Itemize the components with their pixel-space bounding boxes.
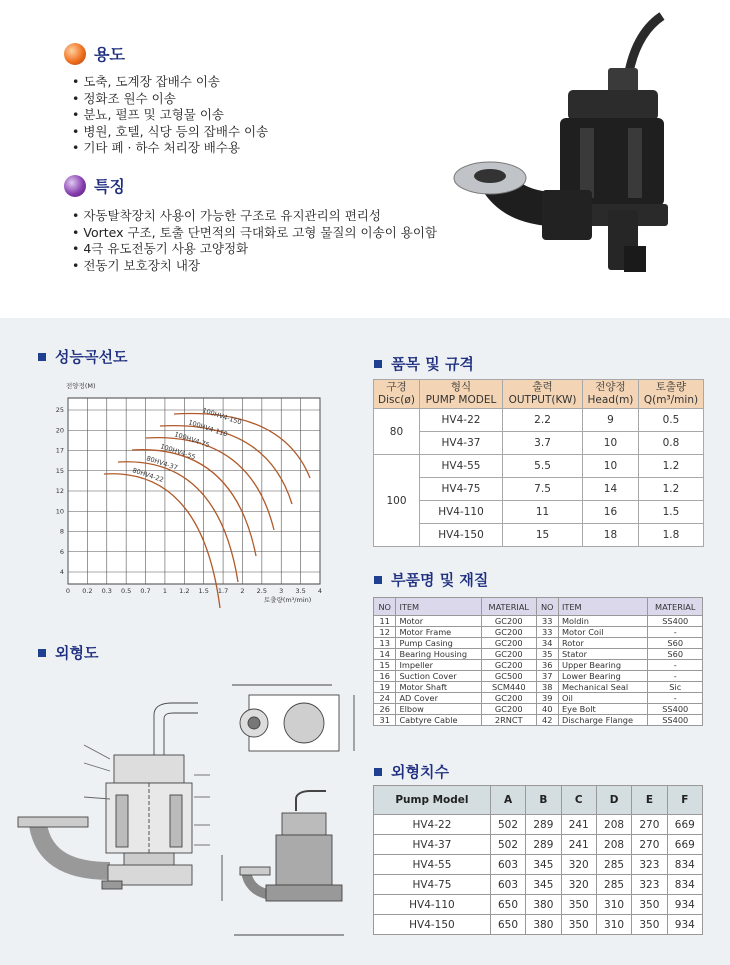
spec-header — [583, 380, 639, 409]
disc-cell: 100 — [374, 455, 420, 547]
y-tick-label: 17 — [55, 446, 64, 455]
parts-cell: Moldin — [558, 616, 648, 627]
list-item: • Vortex 구조, 토출 단면적의 극대화로 고형 물질의 이송이 용이함 — [72, 225, 437, 242]
x-tick-label: 2 — [240, 587, 245, 595]
spec-cell: 9 — [583, 409, 639, 432]
table-row — [374, 409, 704, 432]
table-row — [374, 455, 704, 478]
parts-cell: GC200 — [482, 616, 536, 627]
x-tick-label: 3.5 — [295, 587, 306, 595]
spec-cell: 0.8 — [638, 432, 703, 455]
list-item: • 자동탈착장치 사용이 가능한 구조로 유지관리의 편리성 — [72, 208, 437, 225]
square-bullet-icon — [374, 768, 382, 776]
spec-cell: HV4-150 — [419, 524, 502, 547]
dims-cell: 934 — [667, 915, 702, 935]
spec-header-top: 구경 — [386, 381, 407, 393]
parts-cell: AD Cover — [396, 693, 482, 704]
table-row — [374, 638, 703, 649]
curve-label: 80HV4-22 — [131, 466, 165, 484]
parts-cell: SCM440 — [482, 682, 536, 693]
parts-cell: - — [648, 671, 703, 682]
spec-header-bottom: PUMP MODEL — [425, 394, 497, 406]
dims-cell: 350 — [561, 915, 596, 935]
features-title: 특징 — [94, 177, 125, 196]
parts-cell: Mechanical Seal — [558, 682, 648, 693]
curve-label: 100HV4-55 — [159, 442, 197, 462]
table-row — [374, 895, 703, 915]
parts-cell: SS400 — [648, 616, 703, 627]
spec-cell: 16 — [583, 501, 639, 524]
dims-cell: 650 — [490, 895, 525, 915]
parts-cell: Stator — [558, 649, 648, 660]
parts-cell: 37 — [536, 671, 558, 682]
spec-title: 품목 및 규격 — [391, 355, 474, 373]
table-row — [374, 715, 703, 726]
spec-header-top: 토출량 — [655, 381, 687, 393]
spec-cell: HV4-37 — [419, 432, 502, 455]
parts-cell: Cabtyre Cable — [396, 715, 482, 726]
spec-cell: 1.8 — [638, 524, 703, 547]
exterior-drawing — [14, 675, 359, 960]
table-row — [374, 671, 703, 682]
parts-title: 부품명 및 재질 — [391, 571, 489, 589]
spec-cell: HV4-55 — [419, 455, 502, 478]
parts-cell: 16 — [374, 671, 396, 682]
spec-header-bottom: Head(m) — [587, 394, 634, 406]
parts-cell: Upper Bearing — [558, 660, 648, 671]
parts-cell: 14 — [374, 649, 396, 660]
table-row — [374, 875, 703, 895]
dims-cell: 285 — [596, 855, 631, 875]
dims-cell: 934 — [667, 895, 702, 915]
spec-cell: 3.7 — [503, 432, 583, 455]
parts-cell: Elbow — [396, 704, 482, 715]
spec-cell: HV4-22 — [419, 409, 502, 432]
performance-heading — [38, 346, 127, 367]
dims-cell: 650 — [490, 915, 525, 935]
parts-cell: GC200 — [482, 660, 536, 671]
parts-cell: S60 — [648, 649, 703, 660]
parts-cell: Pump Casing — [396, 638, 482, 649]
x-tick-label: 0.7 — [140, 587, 151, 595]
table-row — [374, 432, 704, 455]
features-heading — [64, 174, 125, 197]
purple-ball-icon — [64, 175, 86, 197]
parts-cell: 19 — [374, 682, 396, 693]
parts-cell: Motor — [396, 616, 482, 627]
parts-cell: 26 — [374, 704, 396, 715]
spec-cell: 1.2 — [638, 478, 703, 501]
parts-cell: Motor Coil — [558, 627, 648, 638]
parts-cell: Bearing Housing — [396, 649, 482, 660]
dims-header: D — [596, 786, 631, 815]
parts-cell: GC200 — [482, 693, 536, 704]
parts-cell: Lower Bearing — [558, 671, 648, 682]
parts-cell: 12 — [374, 627, 396, 638]
parts-cell: GC500 — [482, 671, 536, 682]
parts-cell: S60 — [648, 638, 703, 649]
parts-heading — [374, 569, 488, 590]
parts-cell: Oil — [558, 693, 648, 704]
parts-cell: - — [648, 693, 703, 704]
spec-cell: 5.5 — [503, 455, 583, 478]
dims-header: Pump Model — [374, 786, 491, 815]
drawing-title: 외형도 — [55, 644, 99, 662]
y-tick-label: 25 — [55, 406, 64, 414]
dims-cell: 350 — [561, 895, 596, 915]
x-tick-label: 0 — [65, 587, 71, 595]
dims-cell: 350 — [632, 915, 667, 935]
parts-header: ITEM — [396, 598, 482, 616]
list-item: • 정화조 원수 이송 — [72, 91, 268, 108]
dims-cell: HV4-55 — [374, 855, 491, 875]
spec-header — [503, 380, 583, 409]
curve-label: 100HV4-150 — [201, 406, 243, 427]
usage-heading — [64, 42, 125, 65]
list-item: • 병원, 호텔, 식당 등의 잡배수 이송 — [72, 124, 268, 141]
dims-cell: 669 — [667, 815, 702, 835]
spec-cell: HV4-75 — [419, 478, 502, 501]
list-item: • 4극 유도전동기 사용 고양정화 — [72, 241, 437, 258]
parts-cell: 42 — [536, 715, 558, 726]
dims-cell: 380 — [526, 915, 561, 935]
parts-cell: 40 — [536, 704, 558, 715]
parts-cell: 13 — [374, 638, 396, 649]
parts-header: NO — [536, 598, 558, 616]
square-bullet-icon — [374, 360, 382, 368]
parts-cell: Rotor — [558, 638, 648, 649]
orange-ball-icon — [64, 43, 86, 65]
chart-xlabel: 토출량(m³/min) — [264, 596, 312, 604]
y-tick-label: 4 — [59, 568, 64, 576]
dims-cell: HV4-22 — [374, 815, 491, 835]
spec-heading — [374, 353, 474, 374]
spec-header-top: 출력 — [532, 381, 553, 393]
spec-cell: 14 — [583, 478, 639, 501]
spec-cell: 18 — [583, 524, 639, 547]
parts-cell: 31 — [374, 715, 396, 726]
usage-title: 용도 — [94, 45, 125, 64]
parts-cell: - — [648, 660, 703, 671]
parts-cell: 35 — [536, 649, 558, 660]
parts-header: MATERIAL — [648, 598, 703, 616]
dims-cell: 289 — [526, 835, 561, 855]
table-row — [374, 649, 703, 660]
spec-cell: 10 — [583, 455, 639, 478]
spec-header-top: 전양정 — [595, 381, 626, 393]
y-tick-label: 6 — [59, 547, 64, 556]
parts-cell: GC200 — [482, 638, 536, 649]
dims-table — [373, 785, 703, 935]
list-item: • 전동기 보호장치 내장 — [72, 258, 437, 275]
dims-cell: 289 — [526, 815, 561, 835]
dims-cell: 834 — [667, 855, 702, 875]
dims-cell: 310 — [596, 895, 631, 915]
list-item: • 도축, 도계장 잡배수 이송 — [72, 74, 268, 91]
parts-cell: 15 — [374, 660, 396, 671]
y-tick-label: 10 — [55, 507, 64, 516]
parts-cell: 38 — [536, 682, 558, 693]
dims-cell: 323 — [632, 855, 667, 875]
table-row — [374, 627, 703, 638]
x-tick-label: 0.3 — [101, 587, 112, 595]
spec-header-top: 형식 — [450, 381, 472, 393]
parts-cell: 33 — [536, 627, 558, 638]
spec-header-bottom: Q(m³/min) — [643, 394, 699, 406]
parts-cell: Discharge Flange — [558, 715, 648, 726]
list-item: • 분뇨, 펄프 및 고형물 이송 — [72, 107, 268, 124]
drawing-heading — [38, 642, 98, 663]
dims-cell: 208 — [596, 815, 631, 835]
x-tick-label: 3 — [279, 587, 284, 595]
curve-label: 100HV4-110 — [187, 418, 229, 439]
curve-label: 80HV4-37 — [145, 454, 179, 472]
parts-cell: - — [648, 627, 703, 638]
table-row — [374, 855, 703, 875]
dims-header: F — [667, 786, 702, 815]
dims-heading — [374, 761, 449, 782]
dims-cell: 285 — [596, 875, 631, 895]
spec-cell: 1.5 — [638, 501, 703, 524]
spec-cell: HV4-110 — [419, 501, 502, 524]
table-row — [374, 835, 703, 855]
parts-cell: Motor Frame — [396, 627, 482, 638]
y-tick-label: 12 — [55, 487, 64, 495]
table-row — [374, 693, 703, 704]
dims-cell: 603 — [490, 855, 525, 875]
parts-cell: Motor Shaft — [396, 682, 482, 693]
x-tick-label: 0.5 — [120, 587, 132, 595]
spec-cell: 15 — [503, 524, 583, 547]
disc-cell: 80 — [374, 409, 420, 455]
dims-title: 외형치수 — [391, 763, 449, 781]
y-tick-label: 8 — [59, 527, 64, 536]
parts-header: ITEM — [558, 598, 648, 616]
table-row — [374, 682, 703, 693]
spec-header-bottom: OUTPUT(KW) — [508, 394, 577, 406]
dims-cell: 320 — [561, 855, 596, 875]
parts-header: MATERIAL — [482, 598, 536, 616]
x-tick-label: 0.2 — [82, 587, 93, 595]
spec-header — [638, 380, 703, 409]
x-tick-label: 1 — [162, 587, 167, 595]
parts-cell: Impeller — [396, 660, 482, 671]
spec-cell: 0.5 — [638, 409, 703, 432]
dims-cell: 241 — [561, 835, 596, 855]
table-row — [374, 704, 703, 715]
dims-header: C — [561, 786, 596, 815]
y-tick-label: 20 — [55, 426, 64, 435]
dims-cell: 350 — [632, 895, 667, 915]
table-row — [374, 524, 704, 547]
dims-cell: 834 — [667, 875, 702, 895]
dims-cell: 208 — [596, 835, 631, 855]
dims-header: E — [632, 786, 667, 815]
chart-ylabel: 전양정(M) — [66, 382, 96, 390]
parts-cell: 34 — [536, 638, 558, 649]
table-row — [374, 815, 703, 835]
parts-cell: SS400 — [648, 715, 703, 726]
curve-label: 100HV4-75 — [173, 430, 211, 450]
parts-cell: Sic — [648, 682, 703, 693]
parts-cell: Suction Cover — [396, 671, 482, 682]
dims-cell: HV4-150 — [374, 915, 491, 935]
parts-cell: 36 — [536, 660, 558, 671]
features-list — [72, 208, 437, 274]
table-row — [374, 478, 704, 501]
dims-header: A — [490, 786, 525, 815]
table-row — [374, 501, 704, 524]
table-row — [374, 915, 703, 935]
performance-title: 성능곡선도 — [55, 348, 128, 366]
square-bullet-icon — [38, 649, 46, 657]
parts-cell: GC200 — [482, 627, 536, 638]
spec-cell: 11 — [503, 501, 583, 524]
spec-cell: 7.5 — [503, 478, 583, 501]
parts-cell: 24 — [374, 693, 396, 704]
dims-cell: 380 — [526, 895, 561, 915]
dims-cell: 270 — [632, 815, 667, 835]
parts-cell: SS400 — [648, 704, 703, 715]
x-tick-label: 4 — [317, 587, 323, 595]
dims-cell: 320 — [561, 875, 596, 895]
spec-cell: 1.2 — [638, 455, 703, 478]
dims-header: B — [526, 786, 561, 815]
parts-table — [373, 597, 703, 726]
dims-cell: HV4-110 — [374, 895, 491, 915]
dims-cell: HV4-75 — [374, 875, 491, 895]
square-bullet-icon — [374, 576, 382, 584]
dims-cell: 345 — [526, 875, 561, 895]
dims-cell: 669 — [667, 835, 702, 855]
top-section — [0, 0, 730, 318]
spec-header — [419, 380, 502, 409]
spec-header — [374, 380, 420, 409]
parts-cell: 2RNCT — [482, 715, 536, 726]
parts-cell: 33 — [536, 616, 558, 627]
parts-header: NO — [374, 598, 396, 616]
dims-cell: 603 — [490, 875, 525, 895]
dims-cell: 241 — [561, 815, 596, 835]
x-tick-label: 1.5 — [198, 587, 209, 595]
dims-cell: HV4-37 — [374, 835, 491, 855]
parts-cell: GC200 — [482, 649, 536, 660]
x-tick-label: 1.2 — [179, 587, 190, 595]
spec-cell: 10 — [583, 432, 639, 455]
x-tick-label: 2.5 — [256, 587, 268, 595]
table-row — [374, 660, 703, 671]
square-bullet-icon — [38, 353, 46, 361]
x-tick-label: 1.7 — [217, 587, 229, 595]
dims-cell: 323 — [632, 875, 667, 895]
parts-cell: Eye Bolt — [558, 704, 648, 715]
list-item: • 기타 폐 · 하수 처리장 배수용 — [72, 140, 268, 157]
pump-photo — [448, 10, 678, 280]
spec-header-bottom: Disc(ø) — [378, 394, 415, 406]
parts-cell: 39 — [536, 693, 558, 704]
dims-cell: 310 — [596, 915, 631, 935]
parts-cell: GC200 — [482, 704, 536, 715]
performance-chart — [38, 378, 338, 608]
parts-cell: 11 — [374, 616, 396, 627]
spec-cell: 2.2 — [503, 409, 583, 432]
dims-cell: 270 — [632, 835, 667, 855]
y-tick-label: 15 — [55, 466, 64, 475]
usage-list — [72, 74, 268, 157]
spec-table — [373, 379, 704, 547]
dims-cell: 502 — [490, 815, 525, 835]
table-row — [374, 616, 703, 627]
dims-cell: 502 — [490, 835, 525, 855]
dims-cell: 345 — [526, 855, 561, 875]
